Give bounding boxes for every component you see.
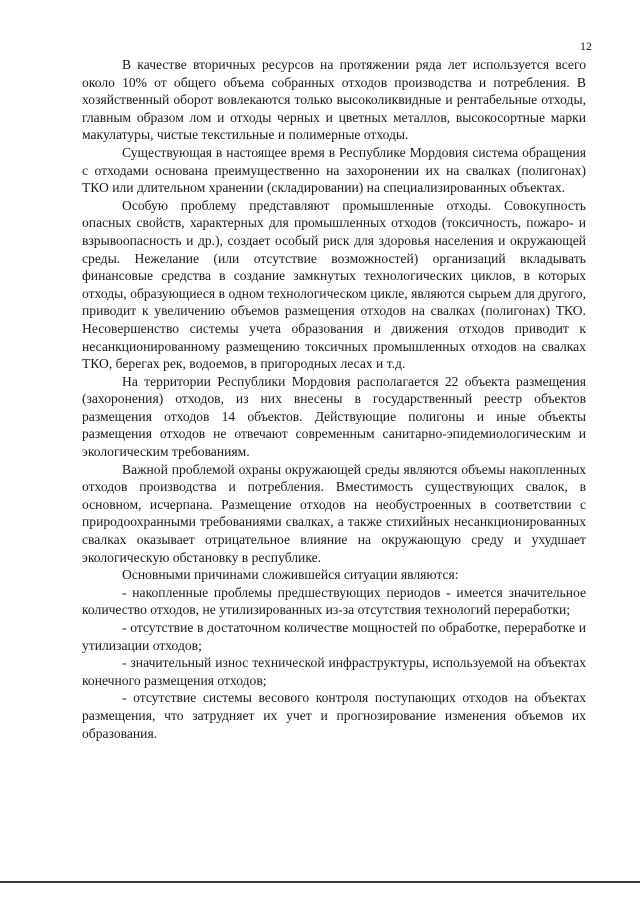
list-item-cause: - отсутствие в достаточном количестве мощностей по обработке, переработке и утилизации отходов; — [82, 620, 586, 653]
paragraph-accumulated-waste: Важной проблемой охраны окружающей среды являются объемы накопленных отходов производства и потребления. Вместимость существующих свалок, в основном, исчерпана. Размещение отходов на необустроенных в соответствии с природоохранными требованиями свалках, а также стихийных несанкционированных свалках оказывает отрицательное влияние на окружающую среду и ухудшает экологическую обстановку в республике. — [82, 461, 586, 565]
paragraph-secondary-resources: В качестве вторичных ресурсов на протяжении ряда лет используется всего около 10% от общего объема собранных отходов производства и потребления. В хозяйственный оборот вовлекаются только высоколиквидные и рентабельные отходы, главным образом лом и отходы черных и цветных металлов, высокосортные марки макулатуры, чистые текстильные и полимерные отходы. — [82, 57, 586, 143]
document-body — [82, 56, 586, 742]
list-item-cause: - накопленные проблемы предшествующих периодов - имеется значительное количество отходов, не утилизированных из-за отсутствия технологий переработки; — [82, 584, 586, 618]
paragraph-waste-system: Существующая в настоящее время в Республике Мордовия система обращения с отходами основана преимущественно на захоронении их на свалках (полигонах) ТКО или длительном хранении (складировании) на специализированных объектах. — [82, 144, 586, 196]
paragraph-industrial-waste: Особую проблему представляют промышленные отходы. Совокупность опасных свойств, характерных для промышленных отходов (токсичность, пожаро- и взрывоопасность и др.), создает особый риск для здоровья населения и окружающей среды. Нежелание (или отсутствие возможностей) организаций вкладывать финансовые средства в создание замкнутых технологических циклов, в которых отходы, образующиеся в одном технологическом цикле, являются сырьем для другого, приводит к увеличению объемов размещения отходов на свалках (полигонах) ТКО. Несовершенство системы учета образования и движения отходов приводит к несанкционированному размещению токсичных промышленных отходов на свалках ТКО, берегах рек, водоемов, в пригородных лесах и т.д. — [82, 197, 586, 372]
page-number: 12 — [580, 39, 592, 53]
list-item-cause: - отсутствие системы весового контроля поступающих отходов на объектах размещения, что затрудняет их учет и прогнозирование изменения объемов их образования. — [82, 690, 586, 741]
paragraph-disposal-sites: На территории Республики Мордовия располагается 22 объекта размещения (захоронения) отходов, из них внесены в государственный реестр объектов размещения отходов 14 объектов. Действующие полигоны и иные объекты размещения отходов не отвечают современным санитарно-эпидемиологическим и экологическим требованиям. — [82, 373, 586, 460]
scan-edge-line — [0, 881, 640, 883]
paragraph-main-causes: Основными причинами сложившейся ситуации являются: — [122, 567, 459, 583]
list-item-cause: - значительный износ технической инфраструктуры, используемой на объектах конечного размещения отходов; — [82, 655, 586, 688]
